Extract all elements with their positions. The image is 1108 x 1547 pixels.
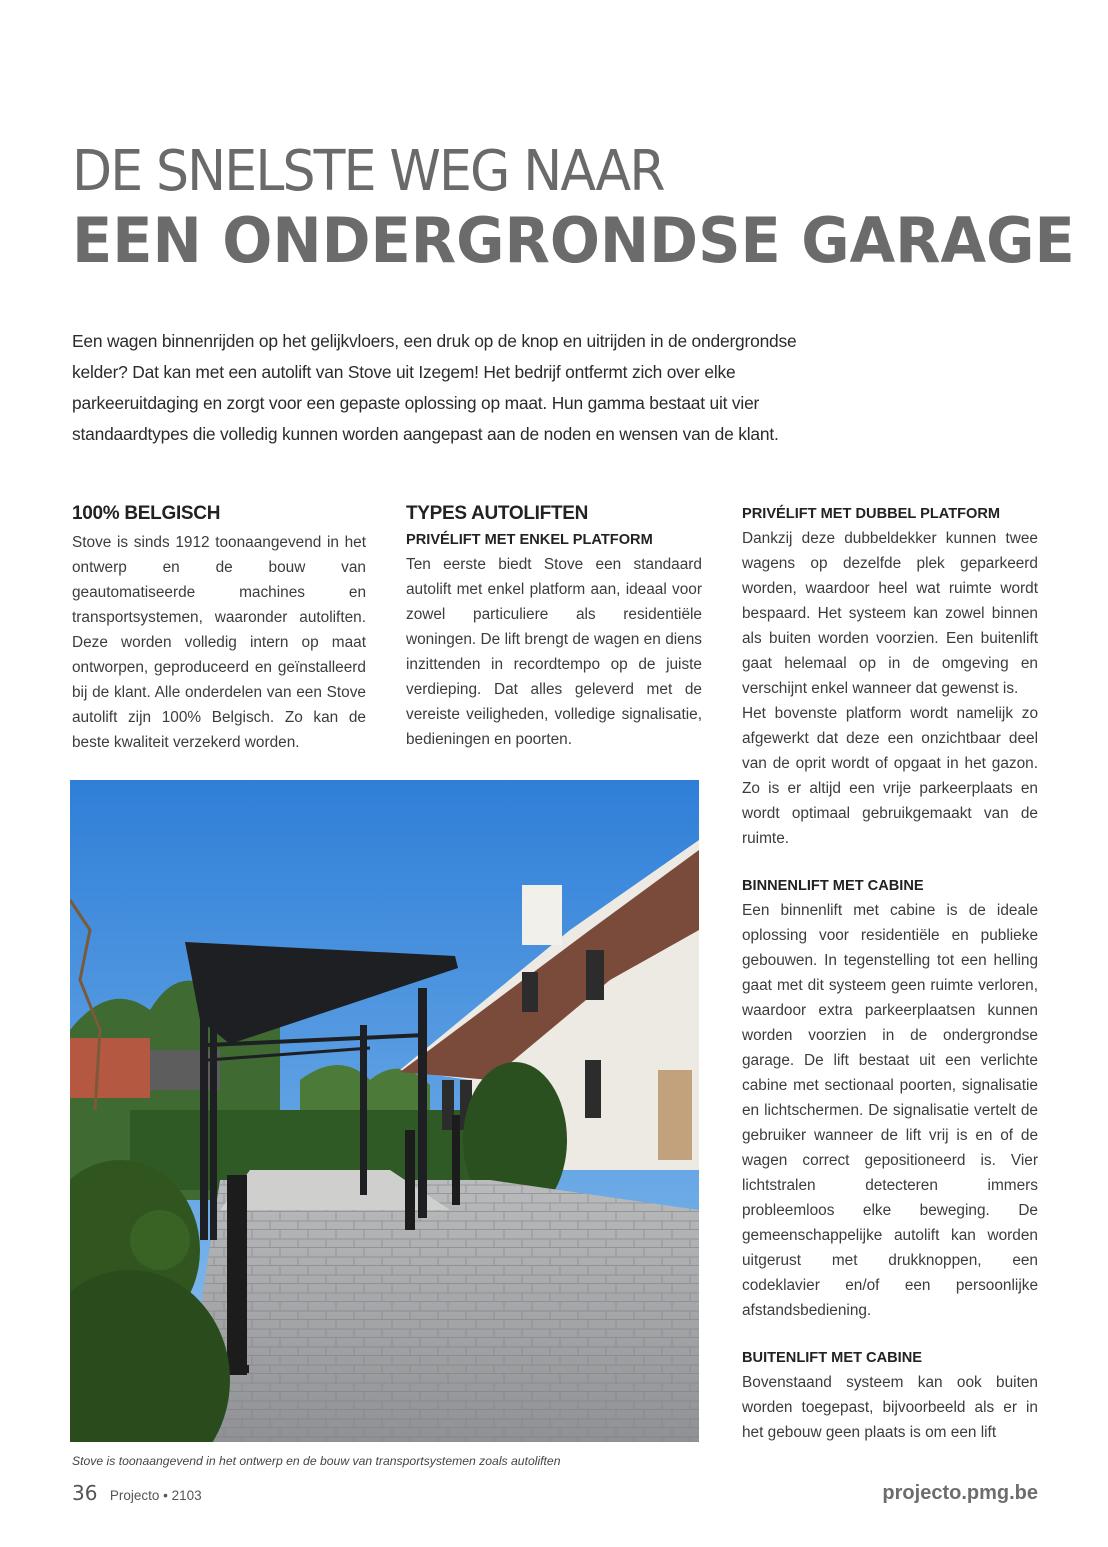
section-heading-types: TYPES AUTOLIFTEN (406, 503, 589, 524)
subheading-dubbel-platform: PRIVÉLIFT MET DUBBEL PLATFORM (742, 506, 1001, 522)
website-link[interactable]: projecto.pmg.be (882, 1482, 1038, 1504)
column-lift-types (742, 504, 1038, 1445)
column-types (406, 502, 702, 752)
section-body-belgisch: Stove is sinds 1912 toonaangevend in het ontwerp en de bouw van geautomatiseerde machines en transportsystemen, waaronder autoliften. Deze worden volledig intern op maat ontworpen, geproduceerd en geïnstalleerd bij de klant. Alle onderdelen van een Stove autolift zijn 100% Belgisch. Zo kan de beste kwaliteit verzekerd worden. (72, 534, 366, 751)
body-dubbel-platform-1: Dankzij deze dubbeldekker kunnen twee wagens op dezelfde plek geparkeerd worden, waardoor heel wat ruimte wordt bespaard. Het systeem kan zowel binnen als buiten worden voorzien. Een buitenlift gaat helemaal op in de omgeving en verschijnt enkel wanneer dat gewenst is. (742, 530, 1038, 697)
subheading-enkel-platform: PRIVÉLIFT MET ENKEL PLATFORM (406, 532, 653, 548)
subheading-binnenlift: BINNENLIFT MET CABINE (742, 878, 924, 894)
section-heading-belgisch: 100% BELGISCH (72, 503, 221, 524)
body-buitenlift: Bovenstaand systeem kan ook buiten worden toegepast, bijvoorbeeld als er in het gebouw geen plaats is om een lift (742, 1374, 1038, 1441)
page-number: 36 (72, 1481, 98, 1505)
headline-line-1: DE SNELSTE WEG NAAR (72, 139, 664, 204)
body-binnenlift: Een binnenlift met cabine is de ideale oplossing voor residentiële en publieke gebouwen. In tegenstelling tot een helling gaat met dit systeem geen ruimte verloren, waardoor extra parkeerplaatsen kunnen worden voorzien in de ondergrondse garage. De lift bestaat uit een verlichte cabine met sectionaal poorten, signalisatie en lichtschermen. De signalisatie vertelt de gebruiker wanneer de lift vrij is en of de wagen correct gepositioneerd is. Vier lichtstralen detecteren immers probleemloos elke beweging. De gemeenschappelijke autolift kan worden uitgerust met drukknoppen, een codeklavier en/of een persoonlijke afstandsbediening. (742, 902, 1038, 1319)
section-body-enkel-platform: Ten eerste biedt Stove een standaard autolift met enkel platform aan, ideaal voor zowel particuliere als residentiële woningen. De lift brengt de wagen en diens inzittenden in recordtempo op de juiste verdieping. Dat alles geleverd met de vereiste veiligheden, volledige signalisatie, bedieningen en poorten. (406, 556, 702, 748)
headline-line-2: EEN ONDERGRONDSE GARAGE (72, 204, 1075, 277)
carport-photo (70, 780, 699, 1442)
subheading-buitenlift: BUITENLIFT MET CABINE (742, 1350, 922, 1366)
magazine-issue: Projecto • 2103 (109, 1488, 202, 1503)
photo-caption: Stove is toonaangevend in het ontwerp en de bouw van transportsystemen zoals autoliften (72, 1454, 561, 1468)
body-dubbel-platform-2: Het bovenste platform wordt namelijk zo afgewerkt dat deze een onzichtbaar deel van de oprit wordt of opgaat in het gazon. Zo is er altijd een vrije parkeerplaats en wordt optimaal gebruikgemaakt van de ruimte. (742, 705, 1038, 847)
intro-paragraph: Een wagen binnenrijden op het gelijkvloers, een druk op de knop en uitrijden in de ondergrondse kelder? Dat kan met een autolift van Stove uit Izegem! Het bedrijf ontfermt zich over elke parkeeruitdaging en zorgt voor een gepaste oplossing op maat. Hun gamma bestaat uit vier standaardtypes die volledig kunnen worden aangepast aan de noden en wensen van de klant. (72, 331, 797, 444)
page-footer-left (72, 1481, 202, 1505)
column-belgisch (72, 502, 366, 755)
